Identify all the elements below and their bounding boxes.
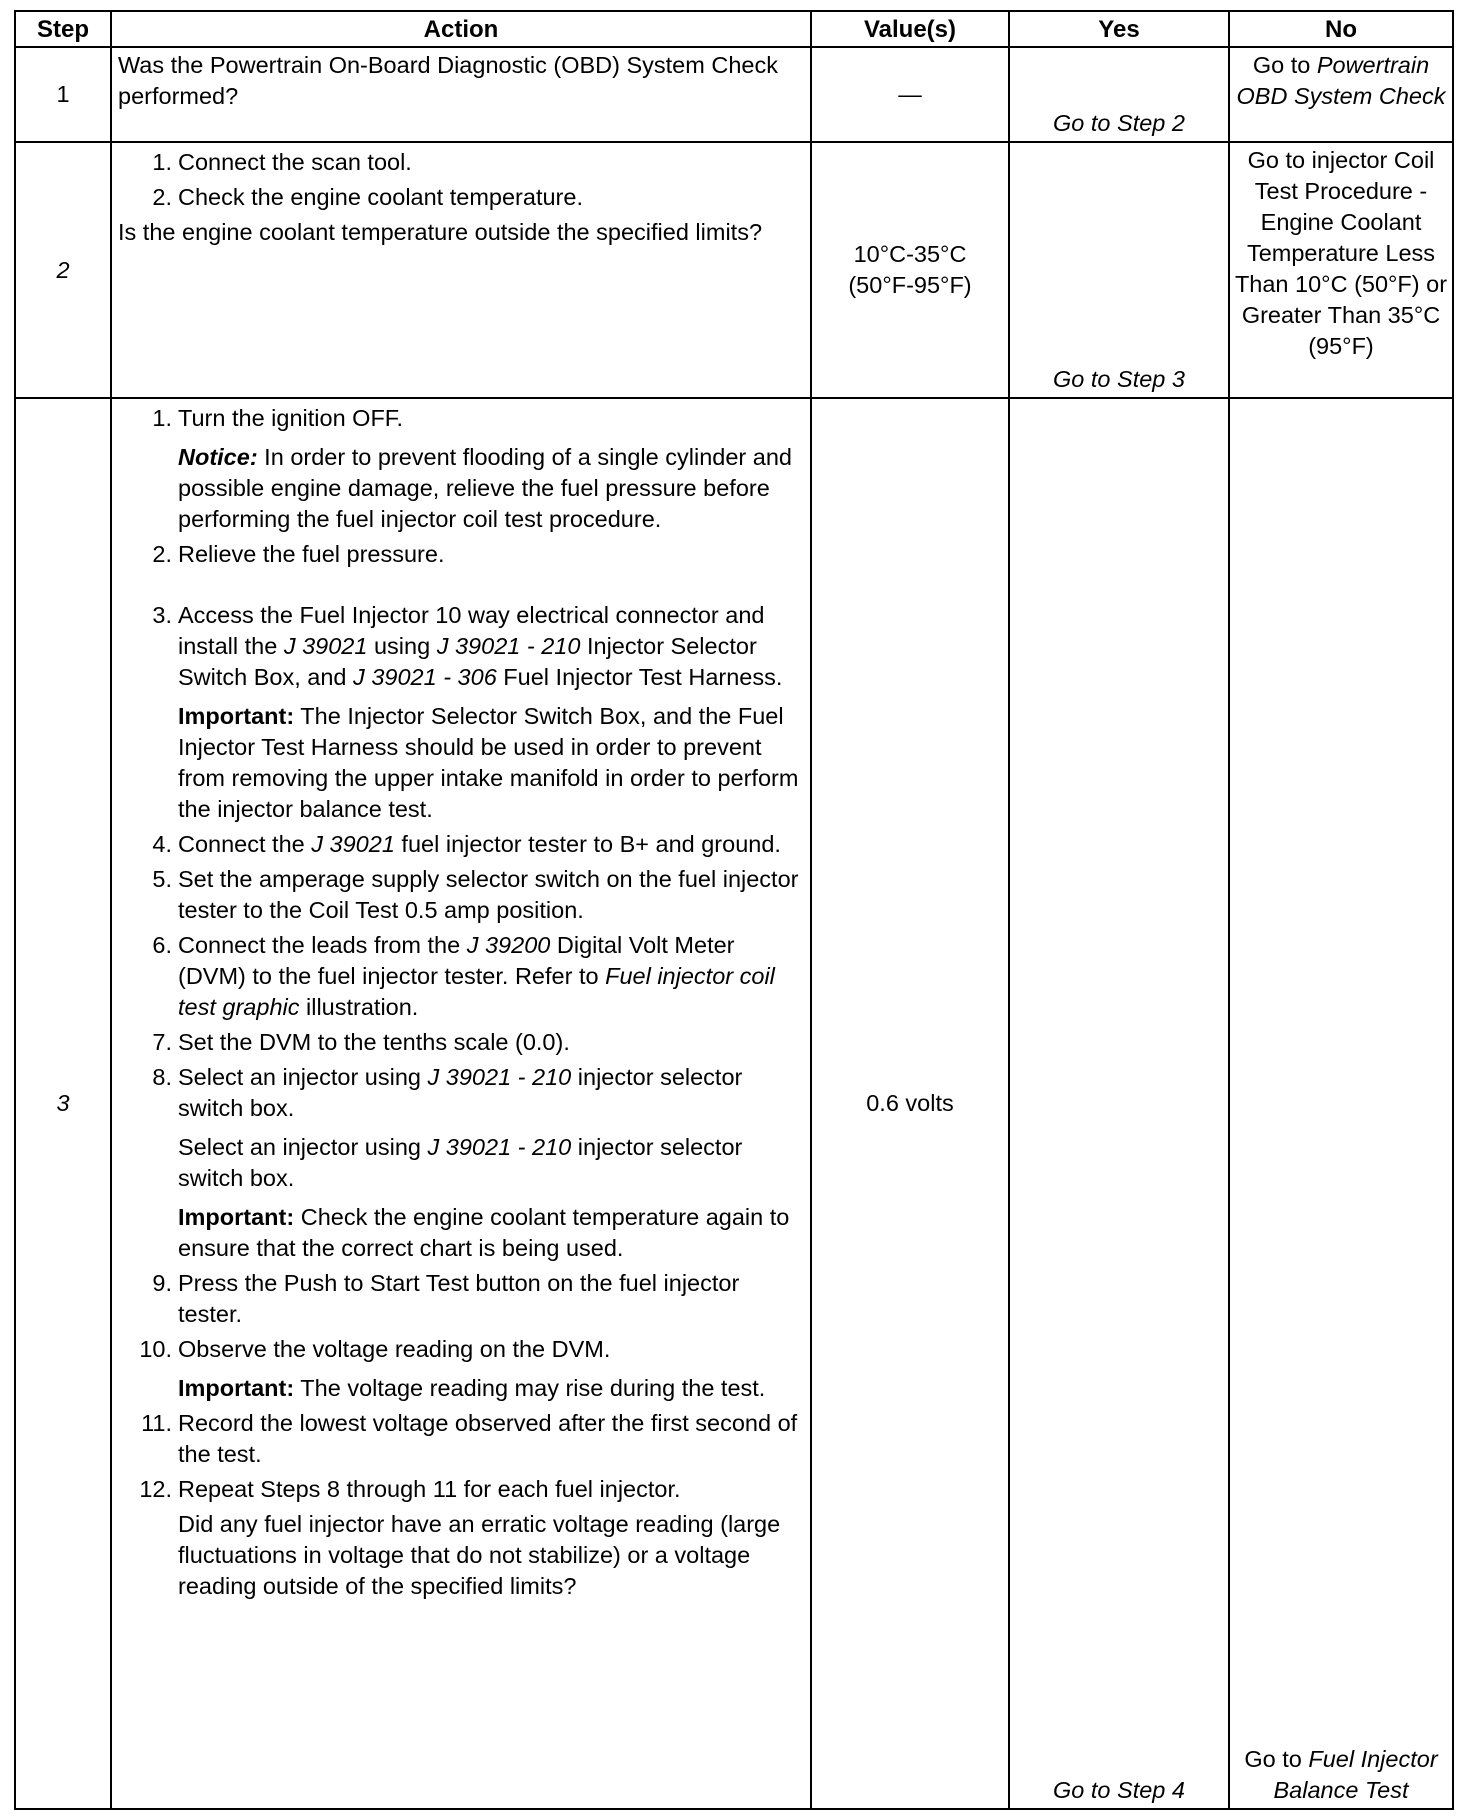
header-row [15, 11, 1453, 47]
important-block [112, 1202, 810, 1264]
step-text: Connect the scan tool. [178, 149, 412, 175]
important-block [112, 701, 810, 825]
action-cell [111, 142, 811, 398]
important-label: Important: [178, 1375, 295, 1401]
step-text: Access the Fuel Injector 10 way electrical connector and install the [178, 602, 765, 659]
no-cell [1229, 398, 1453, 1809]
table-row [15, 398, 1453, 1809]
action-steps [112, 143, 810, 213]
important-block [112, 1373, 810, 1404]
no-link[interactable]: Powertrain OBD System Check [1236, 52, 1446, 109]
important-label: Important: [178, 703, 295, 729]
step-text: Turn the ignition OFF. [178, 405, 404, 431]
header-step: Step [15, 11, 111, 47]
step-text: Select an injector using [178, 1134, 428, 1160]
header-values: Value(s) [811, 11, 1009, 47]
step-text: Set the amperage supply selector switch on the fuel injector tester to the Coil Test 0.5 amp position. [178, 866, 799, 923]
yes-link[interactable]: Go to Step 3 [1053, 366, 1185, 392]
step-index: 7. [152, 1029, 172, 1055]
step-number: 3 [15, 398, 111, 1809]
step-text: fuel injector tester to B+ and ground. [394, 831, 781, 857]
action-step [112, 600, 810, 693]
action-question: Did any fuel injector have an erratic voltage reading (large fluctuations in voltage that do not stabilize) or a voltage reading outside of the specified limits? [178, 1511, 781, 1599]
notice-label: Notice: [178, 444, 258, 470]
table-row [15, 47, 1453, 142]
action-step [112, 147, 810, 178]
notice-block [112, 442, 810, 535]
step-index: 2. [152, 541, 172, 567]
action-question: Is the engine coolant temperature outside the specified limits? [118, 219, 763, 245]
yes-link[interactable]: Go to Step 2 [1053, 110, 1185, 136]
no-text [1230, 48, 1452, 112]
step-text: Relieve the fuel pressure. [178, 541, 445, 567]
yes-cell [1009, 398, 1229, 1809]
step-text: Press the Push to Start Test button on the fuel injector tester. [178, 1270, 740, 1327]
yes-cell [1009, 142, 1229, 398]
action-step [112, 1408, 810, 1470]
value-cell [811, 142, 1009, 398]
action-step [112, 1062, 810, 1124]
step-text: Check the engine coolant temperature. [178, 184, 583, 210]
step-text: Injector Selector Switch Box, and [178, 633, 757, 690]
step-index: 1. [152, 149, 172, 175]
action-step [112, 829, 810, 860]
figure-ref-link[interactable]: Fuel injector coil test graphic [178, 963, 775, 1020]
step-text: Fuel Injector Test Harness. [496, 664, 783, 690]
step-index: 1. [152, 405, 172, 431]
action-question: Was the Powertrain On-Board Diagnostic (OBD) System Check performed? [118, 52, 778, 109]
no-cell [1229, 47, 1453, 142]
no-link[interactable]: Fuel Injector Balance Test [1273, 1746, 1438, 1803]
step-text: injector selector switch box. [178, 1064, 743, 1121]
header-yes: Yes [1009, 11, 1229, 47]
step-index: 12. [139, 1476, 172, 1502]
tool-ref: J 39021 [311, 831, 395, 857]
step-text: injector selector switch box. [178, 1134, 743, 1191]
important-text: The voltage reading may rise during the test. [294, 1375, 766, 1401]
value-cell: — [811, 47, 1009, 142]
step-index: 5. [152, 866, 172, 892]
step-text: Digital Volt Meter (DVM) to the fuel injector tester. Refer to [178, 932, 735, 989]
step-text: Connect the [178, 831, 312, 857]
action-step [112, 403, 810, 434]
header-no: No [1229, 11, 1453, 47]
value-line: (50°F-95°F) [848, 272, 972, 298]
tool-ref: J 39021 - 306 [353, 664, 497, 690]
action-cell [111, 398, 811, 1809]
diagnostic-document [14, 10, 1452, 1810]
step-number: 1 [15, 47, 111, 142]
step-text: Set the DVM to the tenths scale (0.0). [178, 1029, 570, 1055]
tool-ref: J 39021 - 210 [436, 633, 581, 659]
step-text: illustration. [299, 994, 419, 1020]
no-link[interactable]: Go to injector Coil Test Procedure -Engine Coolant Temperature Less Than 10°C (50°F) or Greater Than 35°C (95°F) [1234, 147, 1448, 359]
important-text: Check the engine coolant temperature again to ensure that the correct chart is being used. [178, 1204, 790, 1261]
diagnostic-table [14, 10, 1454, 1810]
step-text: using [367, 633, 437, 659]
tool-ref: J 39021 [283, 633, 368, 659]
step-text: Repeat Steps 8 through 11 for each fuel injector. [178, 1476, 681, 1502]
no-text [1230, 1744, 1452, 1806]
step-index: 6. [152, 932, 172, 958]
tool-ref: J 39200 [466, 932, 551, 958]
step-number: 2 [15, 142, 111, 398]
step-index: 9. [152, 1270, 172, 1296]
action-step [112, 1334, 810, 1365]
action-step [112, 1268, 810, 1330]
no-prefix: Go to [1244, 1746, 1309, 1772]
important-text: The Injector Selector Switch Box, and the Fuel Injector Test Harness should be used in order to prevent from removing the upper intake manifold in order to perform the injector balance test. [178, 703, 799, 822]
action-step [112, 930, 810, 1023]
action-cell [111, 47, 811, 142]
step-substep [112, 1132, 810, 1194]
action-steps [112, 403, 810, 434]
step-index: 10. [139, 1336, 172, 1362]
step-index: 2. [152, 184, 172, 210]
action-steps [112, 829, 810, 1124]
step-text: Select an injector using [178, 1064, 428, 1090]
no-cell [1229, 142, 1453, 398]
action-step [112, 864, 810, 926]
action-step [112, 1474, 810, 1505]
header-action: Action [111, 11, 811, 47]
step-index: 4. [152, 831, 172, 857]
notice-text: In order to prevent flooding of a single cylinder and possible engine damage, relieve the fuel pressure before performing the fuel injector coil test procedure. [178, 444, 792, 532]
action-steps [112, 539, 810, 570]
action-steps [112, 1268, 810, 1365]
step-index: 3. [152, 602, 172, 628]
step-index: 11. [141, 1410, 172, 1436]
yes-link[interactable]: Go to Step 4 [1053, 1777, 1185, 1803]
action-step [112, 182, 810, 213]
yes-cell [1009, 47, 1229, 142]
action-step [112, 1027, 810, 1058]
no-prefix: Go to [1252, 52, 1317, 78]
step-text: Observe the voltage reading on the DVM. [178, 1336, 611, 1362]
action-steps [112, 600, 810, 693]
tool-ref: J 39021 - 210 [427, 1064, 572, 1090]
tool-ref: J 39021 - 210 [427, 1134, 572, 1160]
value-cell: 0.6 volts [811, 398, 1009, 1809]
action-steps [112, 1408, 810, 1505]
action-step [112, 539, 810, 570]
step-index: 8. [152, 1064, 172, 1090]
value-line: 10°C-35°C [853, 241, 967, 267]
step-text: Record the lowest voltage observed after the first second of the test. [178, 1410, 798, 1467]
important-label: Important: [178, 1204, 295, 1230]
table-row [15, 142, 1453, 398]
step-text: Connect the leads from the [178, 932, 467, 958]
